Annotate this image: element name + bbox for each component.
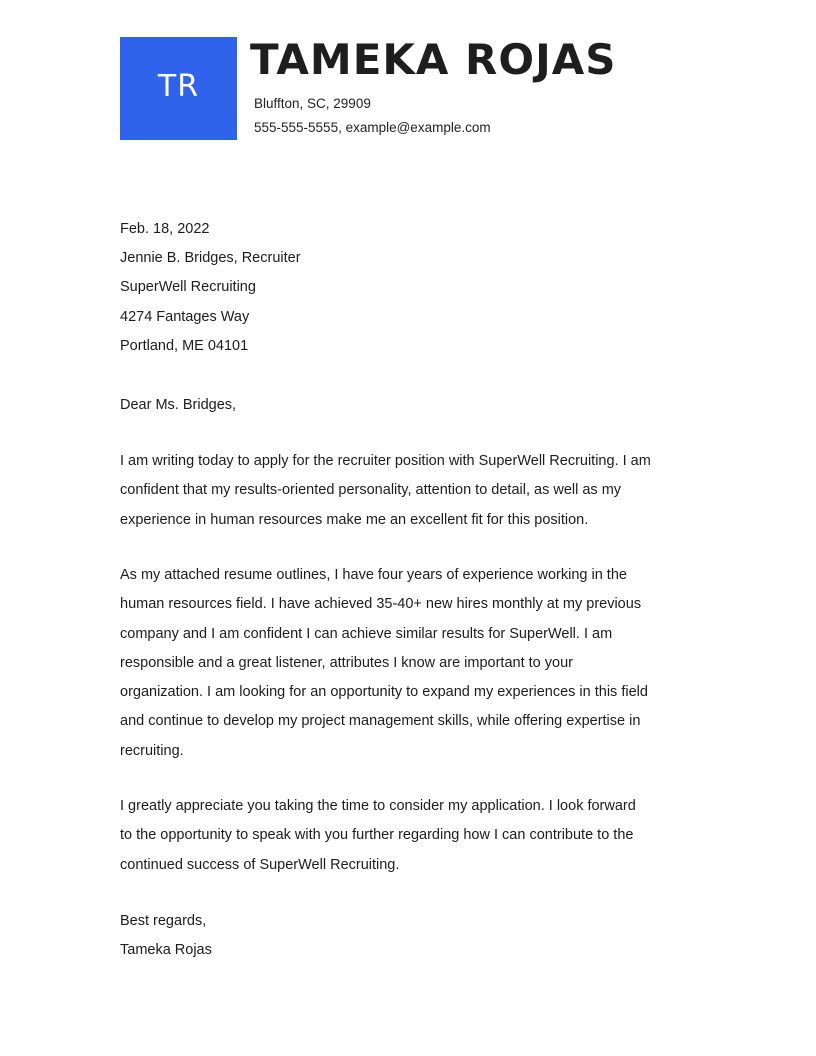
paragraph-line: human resources field. I have achieved 35-40+ new hires monthly at my previous bbox=[120, 596, 642, 613]
contact-address: Bluffton, SC, 29909 bbox=[254, 96, 371, 111]
signature-name: Tameka Rojas bbox=[120, 942, 212, 958]
paragraph-experience bbox=[120, 561, 720, 766]
paragraph-line: continued success of SuperWell Recruiting. bbox=[120, 856, 400, 873]
letter-date: Feb. 18, 2022 bbox=[120, 221, 210, 237]
closing-phrase: Best regards, bbox=[120, 913, 207, 929]
sign-off-block bbox=[120, 907, 720, 965]
contact-phone-email: 555-555-5555, example@example.com bbox=[254, 120, 491, 135]
paragraph-line: to the opportunity to speak with you further regarding how I can contribute to the bbox=[120, 827, 634, 844]
paragraph-closing bbox=[120, 792, 720, 880]
recipient-block bbox=[120, 244, 720, 361]
paragraph-intro bbox=[120, 447, 720, 535]
paragraph-line: confident that my results-oriented personality, attention to detail, as well as my bbox=[120, 482, 622, 499]
paragraph-line: I am writing today to apply for the recruiter position with SuperWell Recruiting. I am bbox=[120, 453, 651, 469]
recipient-company: SuperWell Recruiting bbox=[120, 279, 256, 296]
paragraph-line: experience in human resources make me an excellent fit for this position. bbox=[120, 511, 589, 528]
paragraph-line: I greatly appreciate you taking the time to consider my application. I look forward bbox=[120, 798, 636, 814]
paragraph-line: and continue to develop my project management skills, while offering expertise in bbox=[120, 713, 641, 730]
paragraph-line: responsible and a great listener, attributes I know are important to your bbox=[120, 654, 573, 671]
monogram-initials: TR bbox=[157, 69, 200, 104]
recipient-street: 4274 Fantages Way bbox=[120, 308, 250, 325]
paragraph-line: recruiting. bbox=[120, 742, 184, 759]
recipient-city: Portland, ME 04101 bbox=[120, 337, 249, 354]
applicant-name: TAMEKA ROJAS bbox=[250, 35, 617, 84]
monogram-badge bbox=[120, 37, 237, 140]
recipient-name: Jennie B. Bridges, Recruiter bbox=[120, 250, 301, 266]
paragraph-line: organization. I am looking for an opportunity to expand my experiences in this field bbox=[120, 684, 648, 701]
paragraph-line: company and I am confident I can achieve similar results for SuperWell. I am bbox=[120, 625, 613, 642]
paragraph-line: As my attached resume outlines, I have four years of experience working in the bbox=[120, 567, 627, 583]
salutation: Dear Ms. Bridges, bbox=[120, 397, 237, 413]
